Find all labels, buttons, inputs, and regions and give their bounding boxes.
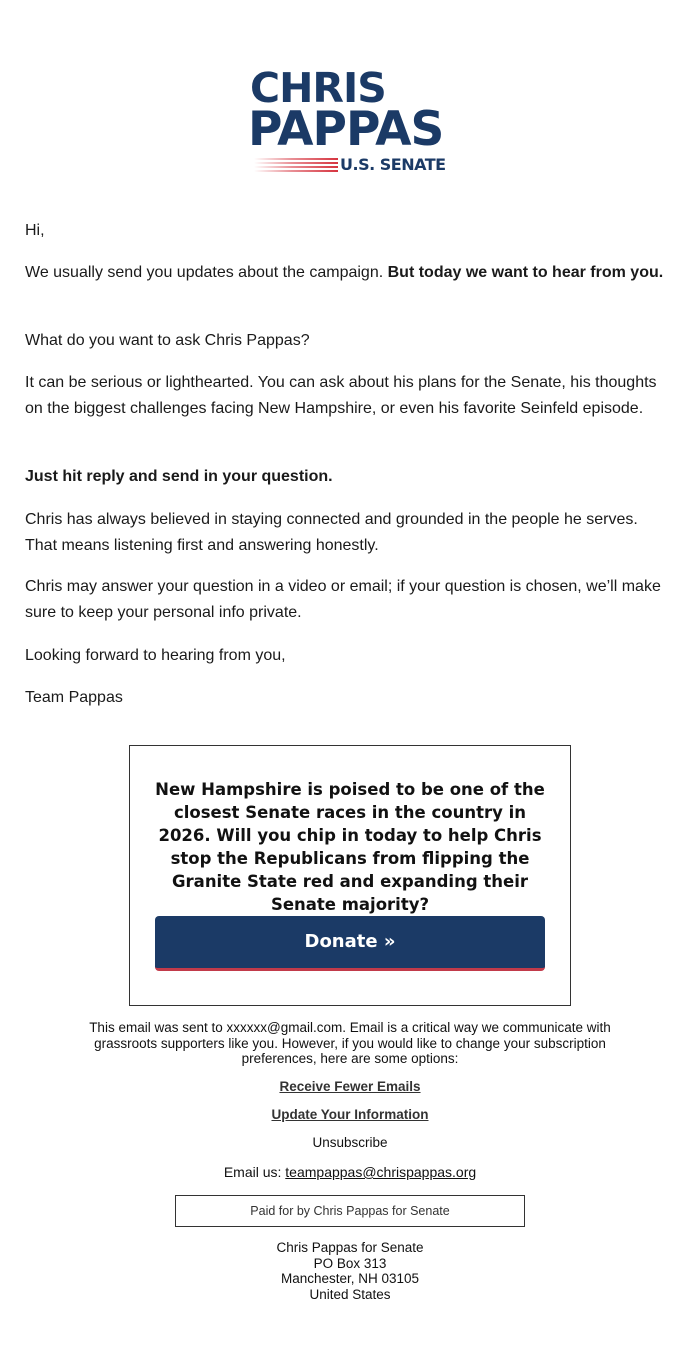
campaign-logo [248, 64, 452, 178]
receive-fewer-emails-link[interactable]: Receive Fewer Emails [279, 1079, 421, 1094]
address-country: United States [309, 1286, 391, 1302]
paragraph-intro-bold: But today we want to hear from you. [387, 264, 664, 281]
paragraph-intro-normal: We usually send you updates about the campaign. [25, 264, 388, 281]
greeting: Hi, [25, 222, 45, 239]
paragraph-connected: Chris has always believed in staying connected and grounded in the people he serves. That means listening first and answering honestly. [25, 511, 638, 554]
paragraph-looking-forward: Looking forward to hearing from you, [25, 647, 286, 664]
footer-unsubscribe-row [0, 1135, 700, 1150]
address-city: Manchester, NH 03105 [280, 1271, 420, 1286]
logo-line-pappas: PAPPAS [248, 102, 444, 157]
email-us-label: Email us: [223, 1164, 286, 1180]
donate-box [129, 745, 571, 1006]
paragraph-question: What do you want to ask Chris Pappas? [25, 332, 310, 349]
paragraph-reply-cta [25, 464, 673, 490]
paragraph-serious: It can be serious or lighthearted. You can ask about his plans for the Senate, his thoughts on the biggest challenges facing New Hampshire, or even his favorite Seinfeld episode. [25, 374, 657, 417]
signoff: Team Pappas [25, 689, 123, 706]
footer-email-us-row [0, 1164, 700, 1180]
address-org: Chris Pappas for Senate [276, 1240, 424, 1255]
update-information-link[interactable]: Update Your Information [271, 1107, 429, 1122]
logo-us-senate: U.S. SENATE [340, 155, 446, 174]
reply-cta-bold: Just hit reply and send in your question. [25, 468, 333, 485]
footer-intro: This email was sent to xxxxxx@gmail.com. Email is a critical way we communicate with grassroots supporters like you. However, if you would like to change your subscription preferences, here are some options: [89, 1020, 611, 1066]
donate-button[interactable]: Donate » [155, 916, 545, 971]
paid-for-disclaimer: Paid for by Chris Pappas for Senate [175, 1195, 525, 1227]
footer-fewer-emails-row [0, 1079, 700, 1094]
paragraph-privacy: Chris may answer your question in a video or email; if your question is chosen, we’ll make sure to keep your personal info private. [25, 578, 661, 621]
paragraph-intro [25, 260, 673, 286]
address-po-box: PO Box 313 [313, 1255, 387, 1271]
footer-update-info-row [0, 1107, 700, 1122]
email-us-link[interactable]: teampappas@chrispappas.org [285, 1164, 477, 1180]
logo-senate-row [250, 156, 452, 174]
logo-stripes-icon [254, 158, 338, 172]
donate-ask-text: New Hampshire is poised to be one of the closest Senate races in the country in 2026. Will you chip in today to help Chris stop the Republicans from flipping the Granite State red and expanding their Senate majority? [155, 780, 545, 914]
unsubscribe-link[interactable]: Unsubscribe [312, 1135, 388, 1150]
logo-line-chris: CHRIS [250, 64, 386, 112]
mailing-address [0, 1240, 700, 1302]
